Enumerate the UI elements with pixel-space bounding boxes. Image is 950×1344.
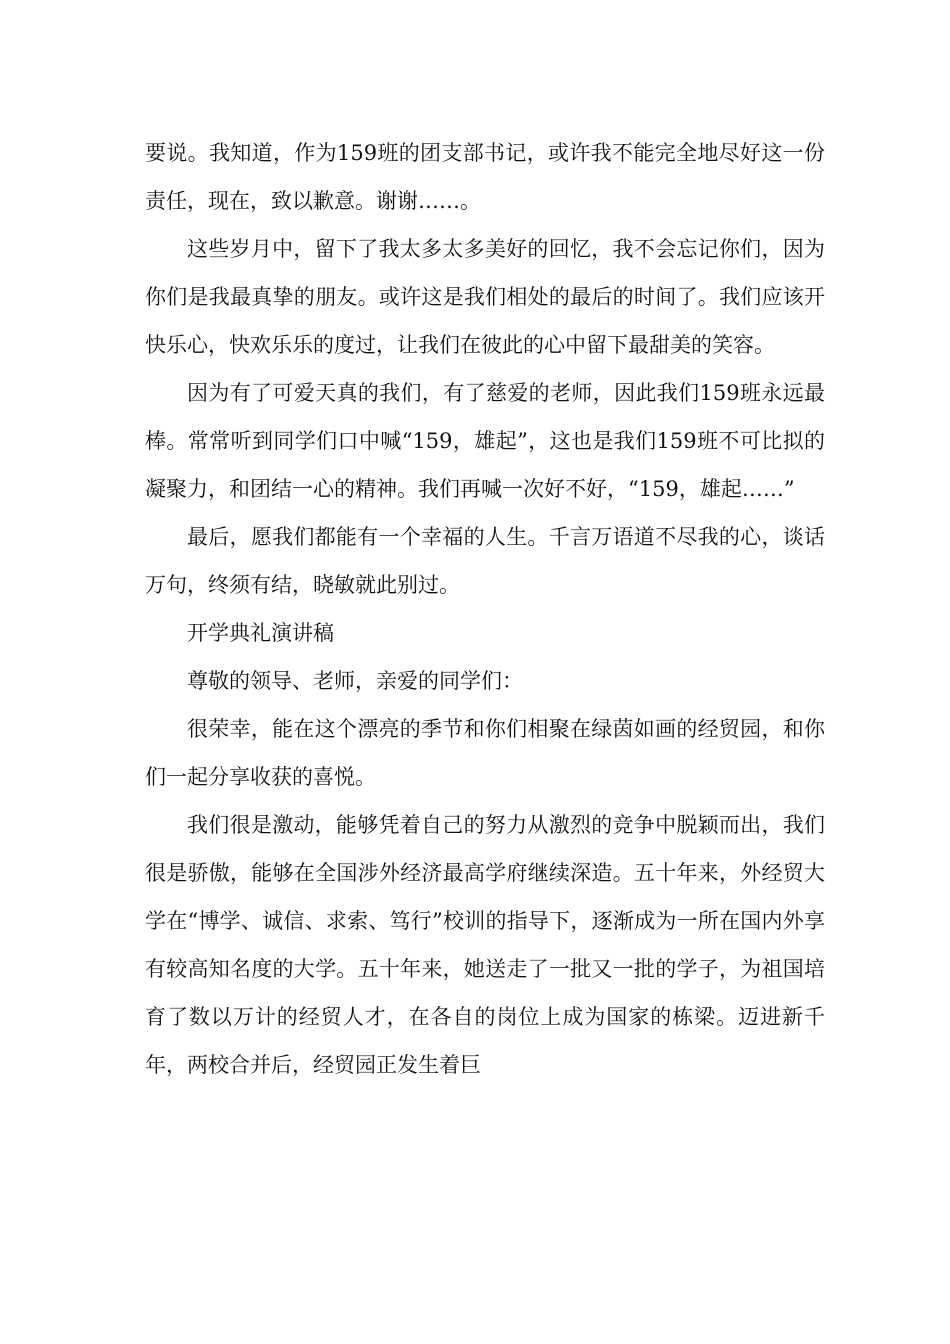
paragraph-4: 最后，愿我们都能有一个幸福的人生。千言万语道不尽我的心，谈话万句，终须有结，晓敏就此别过。: [145, 525, 825, 597]
section-title: 开学典礼演讲稿: [187, 621, 334, 645]
paragraph-6: 我们很是激动，能够凭着自己的努力从激烈的竞争中脱颖而出，我们很是骄傲，能够在全国涉外经济最高学府继续深造。五十年来，外经贸大学在“博学、诚信、求索、笃行”校训的指导下，逐渐成为一所在国内外享有较高知名度的大学。五十年来，她送走了一批又一批的学子，为祖国培育了数以万计的经贸人才，在各自的岗位上成为国家的栋梁。迈进新千年，两校合并后，经贸园正发生着巨: [145, 813, 825, 1077]
paragraph-1: 要说。我知道，作为159班的团支部书记，或许我不能完全地尽好这一份责任，现在，致以歉意。谢谢……。: [145, 141, 825, 213]
paragraph-3: 因为有了可爱天真的我们，有了慈爱的老师，因此我们159班永远最棒。常常听到同学们口中喊“159，雄起”，这也是我们159班不可比拟的凝聚力，和团结一心的精神。我们再喊一次好不好，“159，雄起……”: [145, 381, 825, 501]
document-body: [145, 129, 825, 1089]
salutation: 尊敬的领导、老师，亲爱的同学们：: [187, 669, 523, 693]
paragraph-2: 这些岁月中，留下了我太多太多美好的回忆，我不会忘记你们，因为你们是我最真挚的朋友。或许这是我们相处的最后的时间了。我们应该开快乐心，快欢乐乐的度过，让我们在彼此的心中留下最甜美的笑容。: [145, 237, 825, 357]
paragraph-5: 很荣幸，能在这个漂亮的季节和你们相聚在绿茵如画的经贸园，和你们一起分享收获的喜悦。: [145, 717, 825, 789]
